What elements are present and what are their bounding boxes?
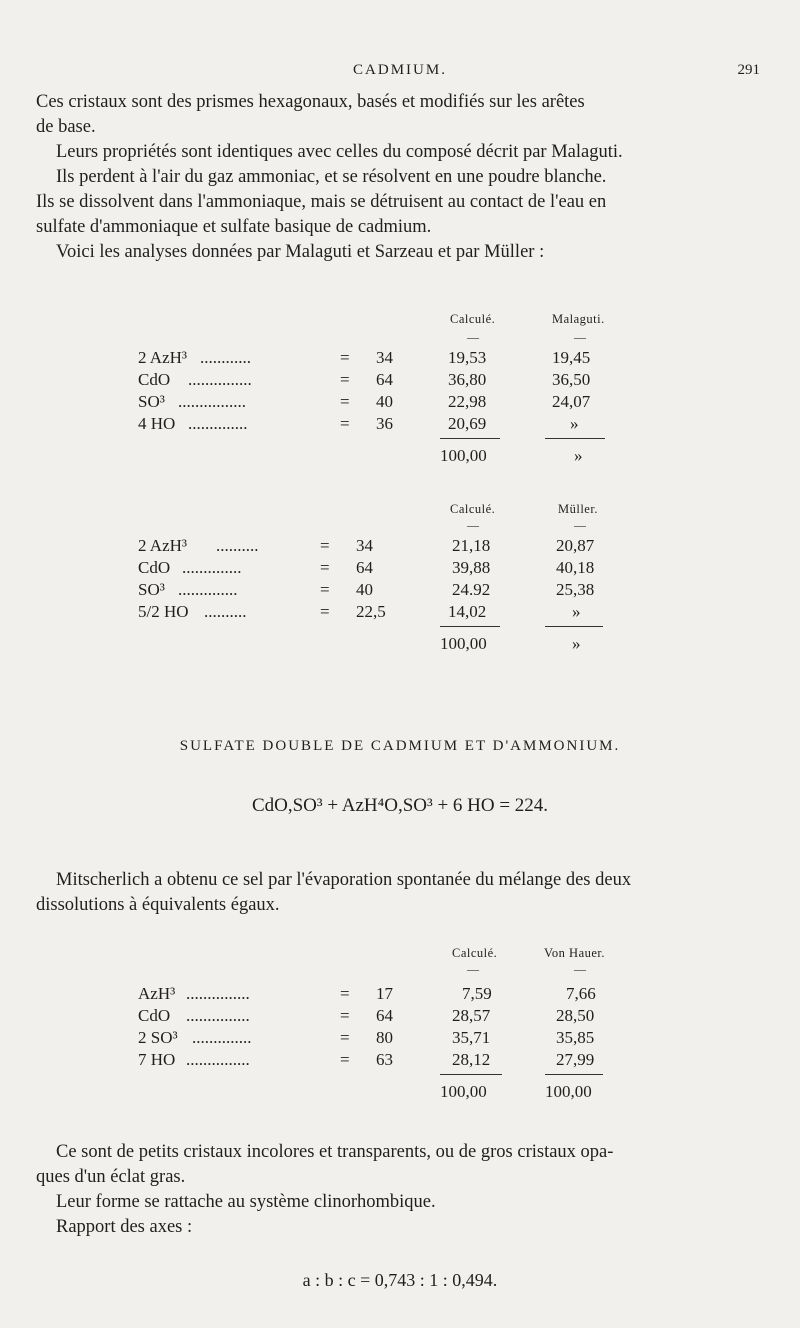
equals-sign: = (320, 602, 330, 621)
text-line: Ils se dissolvent dans l'ammoniaque, mais se détruisent au contact de l'eau en (36, 192, 607, 212)
total-calc: 100,00 (440, 1082, 487, 1101)
compound-name: SO³ (138, 392, 165, 411)
text-line: ques d'un éclat gras. (36, 1167, 186, 1187)
text-line: Ces cristaux sont des prismes hexagonaux, basés et modifiés sur les arêtes (36, 92, 585, 112)
dash: — (467, 962, 479, 976)
sum-rule (545, 438, 605, 439)
calc-value: 14,02 (448, 602, 487, 621)
total-observed: » (574, 446, 583, 465)
column-header-calc: Calculé. (450, 312, 496, 326)
dash: — (467, 518, 479, 532)
leader-dots: .............. (182, 558, 242, 577)
total-calc: 100,00 (440, 634, 487, 653)
leader-dots: ................ (178, 392, 246, 411)
dash: — (467, 330, 479, 344)
column-header-calc: Calculé. (452, 946, 498, 960)
observed-value: 35,85 (556, 1028, 595, 1047)
column-header-obs: Von Hauer. (544, 946, 606, 960)
sum-rule (545, 1074, 603, 1075)
compound-name: CdO (138, 370, 171, 389)
column-header-calc: Calculé. (450, 502, 496, 516)
leader-dots: ............... (188, 370, 252, 389)
table-row (0, 536, 800, 558)
leader-dots: .............. (192, 1028, 252, 1047)
equivalent-weight: 40 (356, 580, 373, 599)
calc-value: 20,69 (448, 414, 487, 433)
equals-sign: = (340, 984, 350, 1003)
text-line: de base. (36, 117, 96, 137)
observed-value: » (572, 602, 581, 621)
compound-name: 7 HO (138, 1050, 176, 1069)
page-number: 291 (737, 62, 760, 78)
dash: — (574, 330, 586, 344)
compound-name: 4 HO (138, 414, 176, 433)
dash: — (574, 962, 586, 976)
compound-name: 2 AzH³ (138, 536, 188, 555)
equivalent-weight: 64 (376, 370, 393, 389)
column-header-obs: Müller. (558, 502, 598, 516)
table-row (0, 414, 800, 436)
calc-value: 21,18 (452, 536, 491, 555)
table-row (0, 984, 800, 1006)
total-calc: 100,00 (440, 446, 487, 465)
table-row (0, 370, 800, 392)
equivalent-weight: 80 (376, 1028, 393, 1047)
axes-ratio: a : b : c = 0,743 : 1 : 0,494. (302, 1270, 498, 1290)
compound-name: CdO (138, 558, 171, 577)
compound-name: 5/2 HO (138, 602, 189, 621)
equals-sign: = (340, 1050, 350, 1069)
table-row (0, 1006, 800, 1028)
observed-value: 25,38 (556, 580, 595, 599)
equivalent-weight: 40 (376, 392, 393, 411)
observed-value: 28,50 (556, 1006, 595, 1025)
calc-value: 36,80 (448, 370, 487, 389)
table-row (0, 1028, 800, 1050)
text-line: Ce sont de petits cristaux incolores et transparents, ou de gros cristaux opa- (56, 1142, 614, 1162)
calc-value: 19,53 (448, 348, 487, 367)
text-line: Leurs propriétés sont identiques avec celles du composé décrit par Malaguti. (56, 142, 623, 162)
total-row (0, 634, 800, 656)
leader-dots: ............ (200, 348, 251, 367)
calc-value: 39,88 (452, 558, 491, 577)
table-row (0, 348, 800, 370)
total-row (0, 1082, 800, 1104)
text-line: dissolutions à équivalents égaux. (36, 895, 280, 915)
observed-value: 27,99 (556, 1050, 595, 1069)
equivalent-weight: 34 (376, 348, 393, 367)
equivalent-weight: 22,5 (356, 602, 386, 621)
observed-value: 7,66 (566, 984, 596, 1003)
equivalent-weight: 64 (356, 558, 373, 577)
equivalent-weight: 17 (376, 984, 393, 1003)
section-title: SULFATE DOUBLE DE CADMIUM ET D'AMMONIUM. (179, 738, 621, 754)
compound-name: SO³ (138, 580, 165, 599)
compound-name: 2 AzH³ (138, 348, 188, 367)
text-line: Voici les analyses données par Malaguti et Sarzeau et par Müller : (56, 242, 545, 262)
equals-sign: = (340, 1028, 350, 1047)
closing-paragraph (36, 1140, 760, 1240)
compound-name: CdO (138, 1006, 171, 1025)
equals-sign: = (340, 392, 350, 411)
observed-value: 20,87 (556, 536, 595, 555)
text-line: Ils perdent à l'air du gaz ammoniac, et se résolvent en une poudre blanche. (56, 167, 607, 187)
leader-dots: ............... (186, 1006, 250, 1025)
leader-dots: ............... (186, 1050, 250, 1069)
equivalent-weight: 64 (376, 1006, 393, 1025)
column-header-obs: Malaguti. (552, 312, 605, 326)
equals-sign: = (320, 536, 330, 555)
equivalent-weight: 34 (356, 536, 373, 555)
table-row (0, 1050, 800, 1072)
observed-value: 24,07 (552, 392, 591, 411)
equivalent-weight: 63 (376, 1050, 393, 1069)
table-row (0, 580, 800, 602)
chemical-formula: CdO,SO³ + AzH⁴O,SO³ + 6 HO = 224. (251, 795, 549, 816)
sum-rule (545, 626, 603, 627)
table-row (0, 558, 800, 580)
leader-dots: .............. (188, 414, 248, 433)
equals-sign: = (340, 414, 350, 433)
calc-value: 35,71 (452, 1028, 491, 1047)
observed-value: » (570, 414, 579, 433)
running-header (0, 62, 800, 86)
equals-sign: = (340, 348, 350, 367)
table-row (0, 602, 800, 624)
sum-rule (440, 1074, 502, 1075)
total-row (0, 446, 800, 468)
intro-paragraph (36, 90, 760, 265)
leader-dots: .......... (216, 536, 259, 555)
equals-sign: = (340, 370, 350, 389)
leader-dots: ............... (186, 984, 250, 1003)
text-line: sulfate d'ammoniaque et sulfate basique de cadmium. (36, 217, 432, 237)
equivalent-weight: 36 (376, 414, 393, 433)
observed-value: 19,45 (552, 348, 591, 367)
sum-rule (440, 438, 500, 439)
calc-value: 24.92 (452, 580, 491, 599)
compound-name: 2 SO³ (138, 1028, 178, 1047)
table-row (0, 392, 800, 414)
observed-value: 40,18 (556, 558, 595, 577)
equals-sign: = (320, 580, 330, 599)
text-line: Rapport des axes : (56, 1217, 193, 1237)
total-observed: 100,00 (545, 1082, 592, 1101)
text-line: Mitscherlich a obtenu ce sel par l'évaporation spontanée du mélange des deux (56, 870, 632, 890)
leader-dots: .............. (178, 580, 238, 599)
leader-dots: .......... (204, 602, 247, 621)
compound-name: AzH³ (138, 984, 176, 1003)
equals-sign: = (320, 558, 330, 577)
sum-rule (440, 626, 500, 627)
observed-value: 36,50 (552, 370, 591, 389)
mitscherlich-paragraph (36, 868, 760, 918)
total-observed: » (572, 634, 581, 653)
dash: — (574, 518, 586, 532)
calc-value: 7,59 (462, 984, 492, 1003)
calc-value: 28,57 (452, 1006, 491, 1025)
calc-value: 28,12 (452, 1050, 491, 1069)
text-line: Leur forme se rattache au système clinorhombique. (56, 1192, 436, 1212)
running-title: CADMIUM. (353, 62, 447, 78)
calc-value: 22,98 (448, 392, 487, 411)
equals-sign: = (340, 1006, 350, 1025)
